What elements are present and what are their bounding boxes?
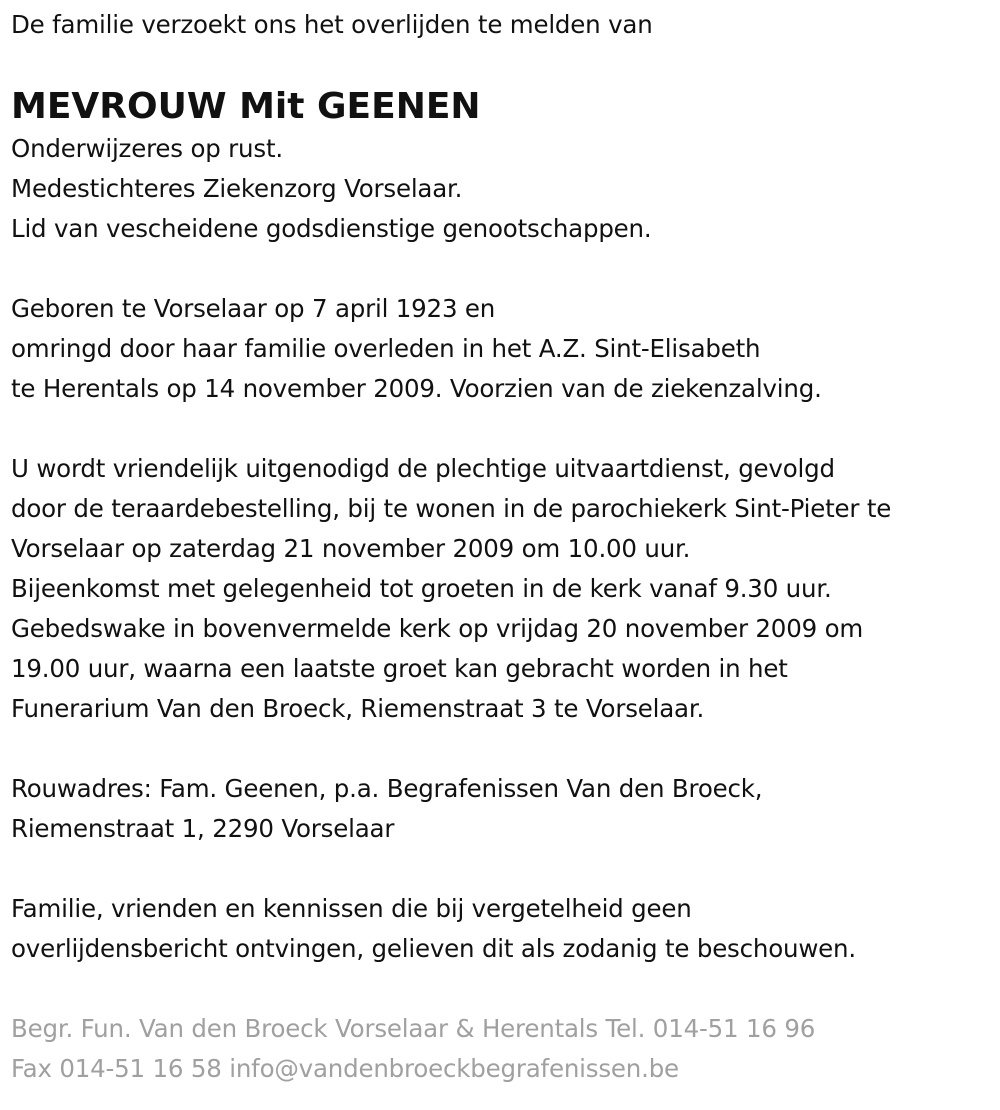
- address-line: Riemenstraat 1, 2290 Vorselaar: [11, 814, 395, 843]
- birth-death-line: omringd door haar familie overleden in het A.Z. Sint-Elisabeth: [11, 334, 761, 363]
- footer-line: Fax 014-51 16 58 info@vandenbroeckbegrafenissen.be: [11, 1054, 679, 1083]
- title-line: Lid van vescheidene godsdienstige genootschappen.: [11, 214, 652, 243]
- birth-death-line: Geboren te Vorselaar op 7 april 1923 en: [11, 294, 496, 323]
- notice-block: [11, 889, 996, 969]
- footer-line: Begr. Fun. Van den Broeck Vorselaar & Herentals Tel. 014-51 16 96: [11, 1014, 816, 1043]
- ceremony-line: U wordt vriendelijk uitgenodigd de plechtige uitvaartdienst, gevolgd: [11, 454, 835, 483]
- funeral-home-footer: [11, 1009, 996, 1089]
- title-line: Medestichteres Ziekenzorg Vorselaar.: [11, 174, 463, 203]
- birth-death-block: [11, 289, 996, 409]
- ceremony-line: Vorselaar op zaterdag 21 november 2009 om 10.00 uur.: [11, 534, 691, 563]
- ceremony-line: Gebedswake in bovenvermelde kerk op vrijdag 20 november 2009 om: [11, 614, 864, 643]
- titles-block: [11, 129, 996, 249]
- birth-death-line: te Herentals op 14 november 2009. Voorzien van de ziekenzalving.: [11, 374, 822, 403]
- address-line: Rouwadres: Fam. Geenen, p.a. Begrafenissen Van den Broeck,: [11, 774, 763, 803]
- address-block: [11, 769, 996, 849]
- obituary-notice: [11, 0, 996, 1089]
- title-line: Onderwijzeres op rust.: [11, 134, 283, 163]
- ceremony-line: door de teraardebestelling, bij te wonen in de parochiekerk Sint-Pieter te: [11, 494, 892, 523]
- notice-line: Familie, vrienden en kennissen die bij vergetelheid geen: [11, 894, 692, 923]
- notice-line: overlijdensbericht ontvingen, gelieven dit als zodanig te beschouwen.: [11, 934, 856, 963]
- ceremony-block: [11, 449, 996, 729]
- ceremony-line: 19.00 uur, waarna een laatste groet kan gebracht worden in het: [11, 654, 788, 683]
- ceremony-line: Bijeenkomst met gelegenheid tot groeten in de kerk vanaf 9.30 uur.: [11, 574, 832, 603]
- ceremony-line: Funerarium Van den Broeck, Riemenstraat 3 te Vorselaar.: [11, 694, 705, 723]
- intro-text: De familie verzoekt ons het overlijden te melden van: [11, 10, 653, 39]
- deceased-name: MEVROUW Mit GEENEN: [11, 86, 481, 127]
